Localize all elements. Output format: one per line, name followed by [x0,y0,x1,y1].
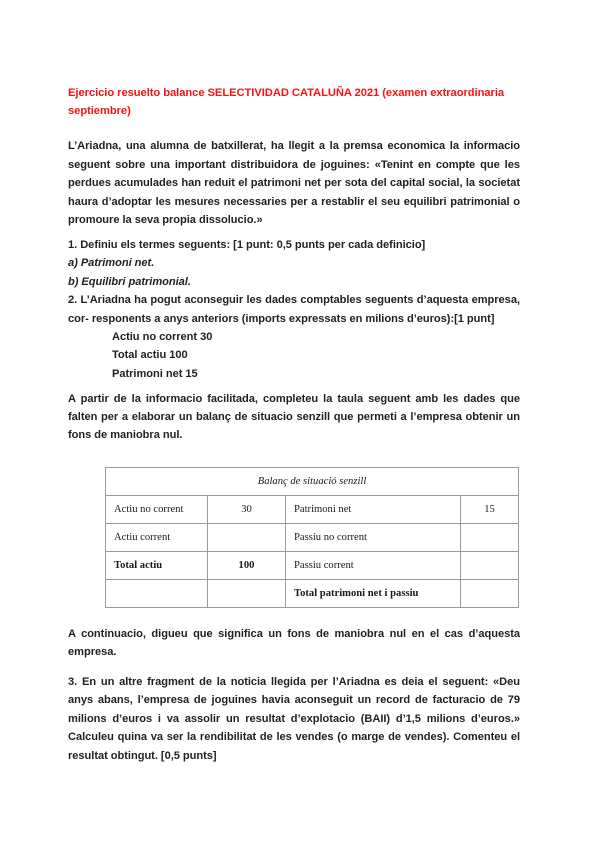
question-1: 1. Definiu els termes seguents: [1 punt: 0,5 punts per cada definicio] [68,238,426,251]
cell-liability-label: Passiu corrent [286,551,461,579]
cell-asset-value-empty [208,579,286,607]
cell-asset-label-empty [106,579,208,607]
table-caption-row [106,467,519,495]
question-3: 3. En un altre fragment de la noticia llegida per l’Ariadna es deia el seguent: «Deu anys abans, l’empresa de joguines havia aconseguit un record de facturacio de 79 milions d’euros i va assolir un resultat d’explotacio (BAII) d’1,5 milions d’euros.» Calculeu quina va ser la rendibilitat de les vendes (o marge de vendes). Comenteu el resultat obtingut. [0,5 punts] [68,675,520,762]
data-line-total-actiu: Total actiu 100 [112,349,188,362]
cell-liability-total-label: Total patrimoni net i passiu [286,579,461,607]
question-2: 2. L’Ariadna ha pogut aconseguir les dades comptables seguents d’aquesta empresa, cor- responents a anys anteriors (imports expressats en milions d’euros):[1 punt] [68,294,520,325]
table-row-total [106,579,519,607]
balance-sheet-table [105,467,519,608]
question-1b: b) Equilibri patrimonial. [68,275,191,288]
spacer [68,662,538,673]
balance-table-container [105,467,518,608]
instruction-paragraph: A partir de la informacio facilitada, completeu la taula seguent amb les dades que falten per a elaborar un balanç de situacio senzill que permeti a l’empresa obtenir un fons de maniobra nul. [68,392,520,442]
cell-asset-value[interactable] [208,523,286,551]
data-line-actiu-no-corrent: Actiu no corrent 30 [112,330,213,343]
after-table-paragraph: A continuacio, digueu que significa un fons de maniobra nul en el cas d’aquesta empresa. [68,627,520,659]
cell-asset-value[interactable]: 30 [208,495,286,523]
cell-asset-value[interactable]: 100 [208,551,286,579]
page-title: Ejercicio resuelto balance SELECTIVIDAD CATALUÑA 2021 (examen extraordinaria septiembre) [68,87,505,118]
cell-asset-label: Total actiu [106,551,208,579]
table-row [106,495,519,523]
cell-asset-label: Actiu corrent [106,523,208,551]
table-caption: Balanç de situació senzill [106,467,519,495]
table-row [106,551,519,579]
intro-paragraph: L’Ariadna, una alumna de batxillerat, ha llegit a la premsa economica la informacio seguent sobre una important distribuidora de joguines: «Tenint en compte que les perdues acumulades han reduit el patrimoni net per sota del capital social, la societat haura d’adoptar les mesures necessaries per a restablir el seu equilibri patrimonial o promoure la seva propia dissolucio.» [68,140,520,227]
data-line-patrimoni-net: Patrimoni net 15 [112,368,198,380]
cell-liability-value[interactable] [461,551,519,579]
question-1a: a) Patrimoni net. [68,257,155,270]
table-row [106,523,519,551]
cell-liability-value[interactable]: 15 [461,495,519,523]
cell-asset-label: Actiu no corrent [106,495,208,523]
cell-liability-label: Passiu no corrent [286,523,461,551]
cell-liability-value[interactable] [461,523,519,551]
spacer [68,608,538,625]
cell-liability-label: Patrimoni net [286,495,461,523]
cell-liability-total-value[interactable] [461,579,519,607]
